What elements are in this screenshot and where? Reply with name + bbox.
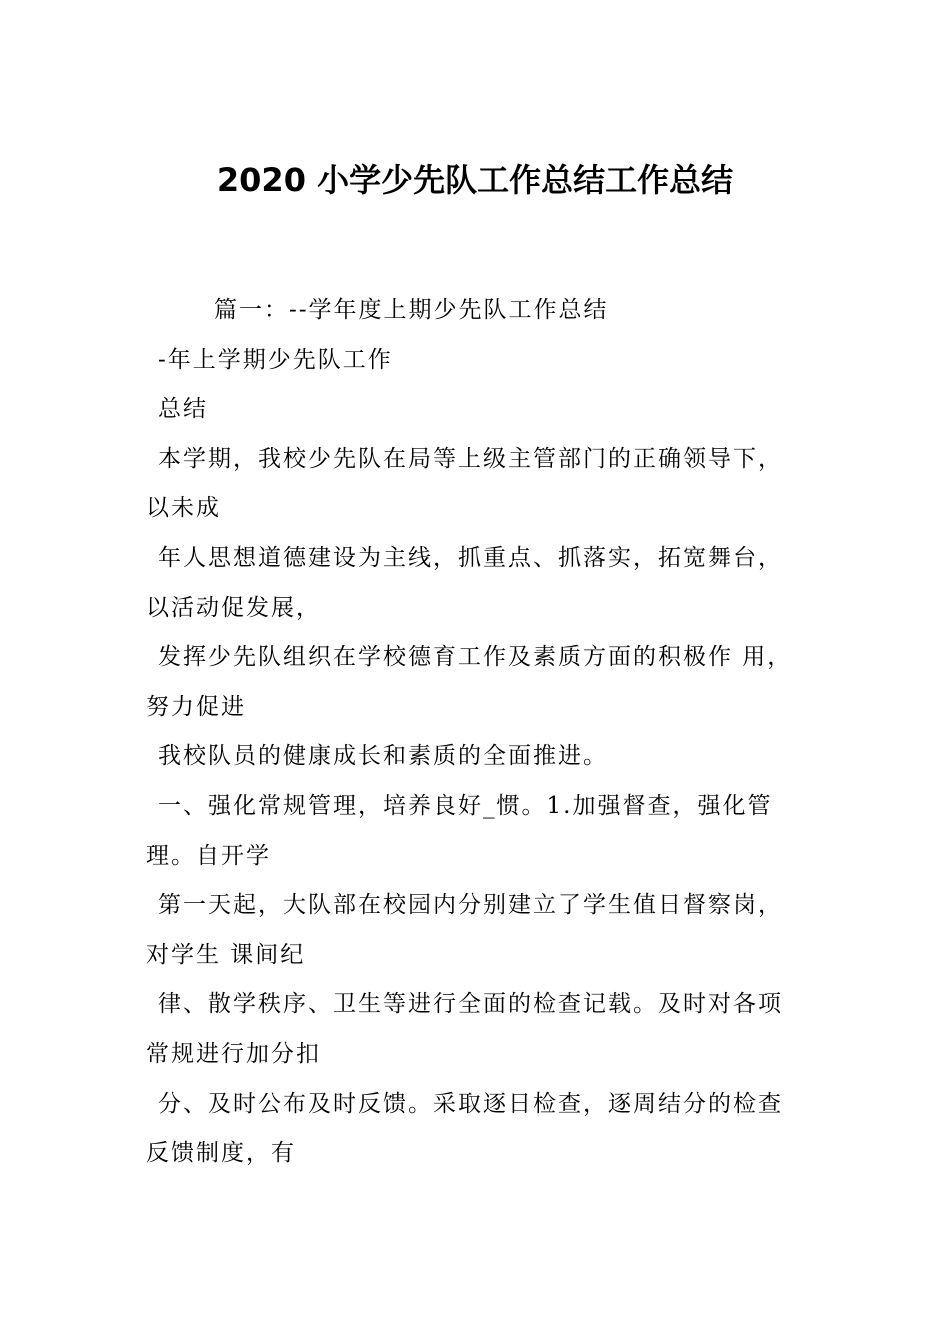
text-line: 律、散学秩序、卫生等进行全面的检查记载。及时对各项 [158,991,783,1018]
document-body [146,286,836,1179]
text-line: 年人思想道德建设为主线，抓重点、抓落实，拓宽舞台， [158,544,783,571]
text-line: 对学生 课间纪 [146,941,306,968]
text-line: 篇一：--学年度上期少先队工作总结 [214,297,609,323]
document-title: 2020 小学少先队工作总结工作总结 [216,161,734,199]
text-line: 总结 [158,396,208,423]
text-line: 一、强化常规管理，培养良好_惯。1.加强督查，强化管 [158,792,773,819]
text-line: 我校队员的健康成长和素质的全面推进。 [158,743,608,770]
text-line: -年上学期少先队工作 [158,346,393,373]
text-line: 理。自开学 [146,842,271,869]
text-line: 常规进行加分扣 [146,1040,321,1067]
text-line: 以未成 [146,495,221,522]
text-line: 发挥少先队组织在学校德育工作及素质方面的积极作 用， [158,644,793,671]
text-line: 努力促进 [146,693,246,720]
text-line: 本学期，我校少先队在局等上级主管部门的正确领导下， [158,445,783,472]
text-line: 分、及时公布及时反馈。采取逐日检查，逐周结分的检查 [158,1090,783,1117]
text-line: 第一天起，大队部在校园内分别建立了学生值日督察岗， [158,892,783,919]
text-line: 反馈制度，有 [146,1140,296,1167]
text-line: 以活动促发展， [146,594,321,621]
